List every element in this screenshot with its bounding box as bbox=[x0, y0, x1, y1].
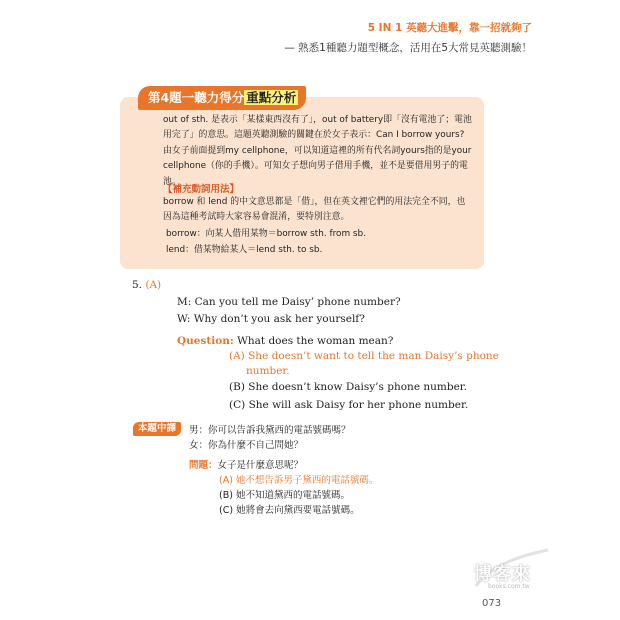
option-c: (C) She will ask Daisy for her phone number. bbox=[229, 399, 469, 411]
question-label: Question: bbox=[177, 335, 234, 347]
translation-question-label: 問題： bbox=[189, 460, 218, 471]
translation-tag: 本題中譯 bbox=[133, 422, 181, 436]
translation-option-c: (C) 她將會去向黛西要電話號碼。 bbox=[219, 505, 360, 516]
question-text: What does the woman mean? bbox=[237, 335, 394, 347]
translation-option-a: (A) 她不想告訴男子黛西的電話號碼。 bbox=[219, 475, 379, 486]
dialog-woman: W: Why don’t you ask her yourself? bbox=[177, 313, 365, 325]
option-a-line1: (A) She doesn’t want to tell the man Daisy’s phone bbox=[229, 350, 499, 362]
translation-male: 男：你可以告訴我黛西的電話號碼嗎？ bbox=[189, 425, 351, 436]
definition-lend: lend：借某物給某人＝lend sth. to sb. bbox=[166, 245, 323, 255]
translation-question bbox=[189, 457, 303, 471]
running-header-subtitle: — 熟悉1種聽力題型概念，活用在5大常見英聽測驗！ bbox=[284, 42, 532, 54]
option-b: (B) She doesn’t know Daisy’s phone number. bbox=[229, 381, 467, 393]
dialog-man: M: Can you tell me Daisy’ phone number? bbox=[177, 296, 401, 308]
page-number: 073 bbox=[482, 598, 502, 609]
definition-borrow: borrow：向某人借用某物＝borrow sth. from sb. bbox=[166, 229, 367, 239]
analysis-title bbox=[138, 86, 306, 110]
supplement-label: 【補充動詞用法】 bbox=[163, 184, 240, 195]
question-line bbox=[177, 335, 393, 347]
supplement-text: borrow 和 lend 的中文意思都是「借」，但在英文裡它們的用法完全不同，也因為這種考試時大家容易會混淆，要特別注意。 bbox=[163, 197, 466, 223]
question-answer: (A) bbox=[145, 279, 162, 291]
translation-question-text: 女子是什麼意思呢？ bbox=[217, 460, 304, 471]
option-a-line2: number. bbox=[246, 365, 290, 377]
watermark-url: books.com.tw bbox=[488, 583, 530, 590]
analysis-paragraph: out of sth. 是表示「某樣東西沒有了」，out of battery即「沒有電池了；電池用完了」的意思。這題英聽測驗的關鍵在於女子表示：Can I borrow yours? 由女子前面提到my cellphone，可以知道這裡的所有代名詞yours指的是your cellphone（你的手機）。可知女子想向男子借用手機，並不是要借用男子的電池。 bbox=[163, 115, 472, 187]
question-number-label: 5. bbox=[132, 279, 143, 291]
question-number bbox=[132, 279, 161, 291]
analysis-title-prefix: 第4題一聽力得分 bbox=[148, 90, 245, 105]
translation-female: 女：你為什麼不自己問她？ bbox=[189, 440, 304, 451]
running-header-title: 5 IN 1 英聽大進擊，靠一招就夠了 bbox=[367, 22, 532, 34]
translation-option-b: (B) 她不知道黛西的電話號碼。 bbox=[219, 490, 350, 501]
watermark-text: 博客來 bbox=[474, 564, 531, 585]
analysis-title-highlight: 重點分析 bbox=[246, 90, 297, 105]
